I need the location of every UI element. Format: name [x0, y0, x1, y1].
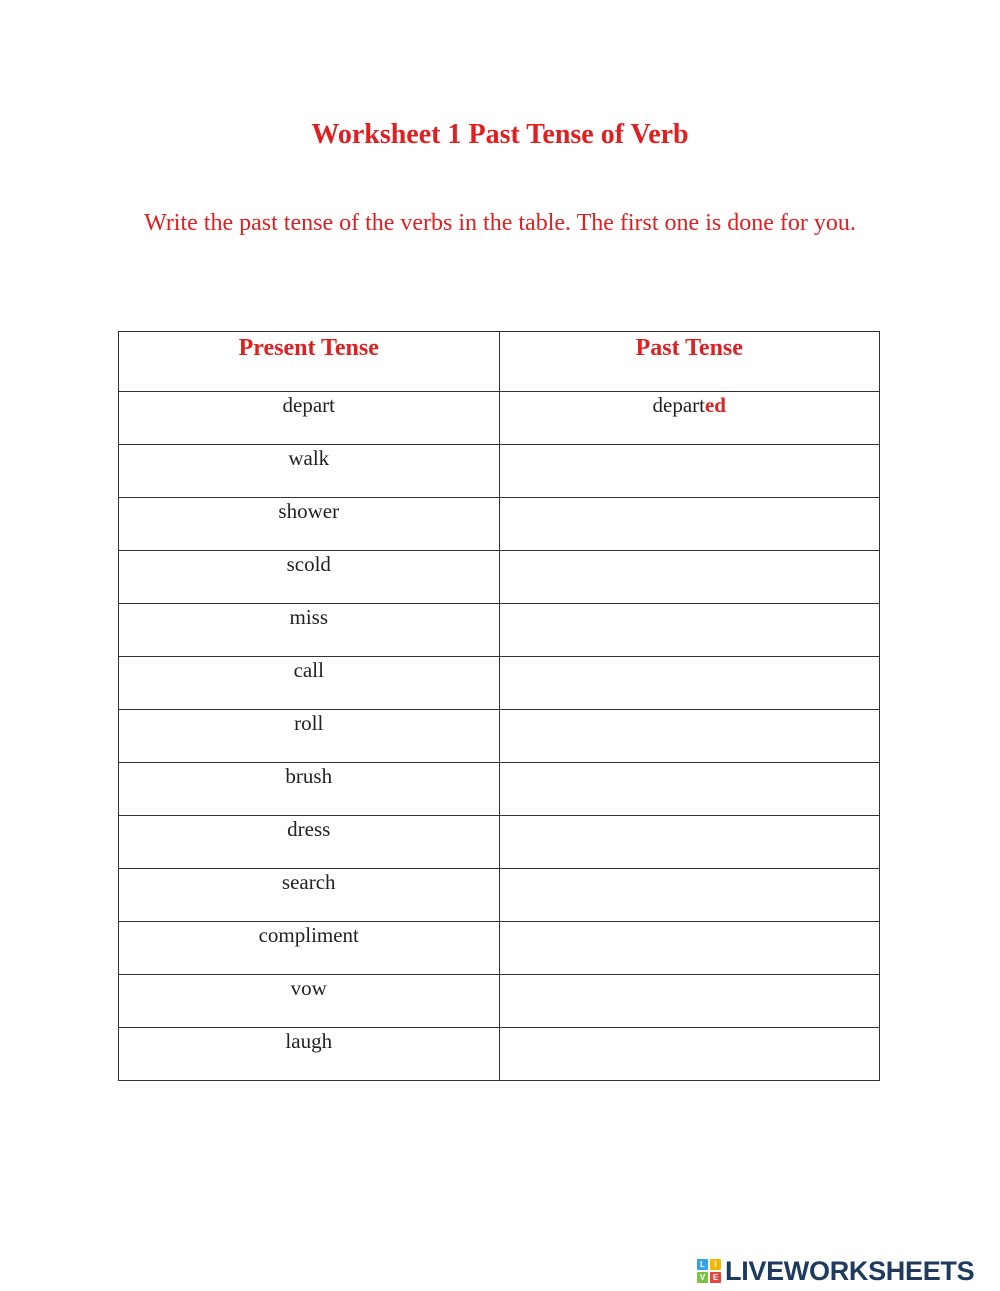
- present-cell: depart: [119, 392, 500, 445]
- present-cell: vow: [119, 975, 500, 1028]
- present-cell: dress: [119, 816, 500, 869]
- table-row-example: [119, 392, 880, 445]
- past-answer-cell[interactable]: [499, 710, 880, 763]
- present-cell: walk: [119, 445, 500, 498]
- logo-letter-tile: L: [697, 1259, 708, 1270]
- table-row: [119, 498, 880, 551]
- logo-text: LIVEWORKSHEETS: [725, 1256, 975, 1286]
- past-answer-cell[interactable]: [499, 816, 880, 869]
- present-cell: laugh: [119, 1028, 500, 1081]
- table-row: [119, 551, 880, 604]
- past-answer-cell[interactable]: [499, 551, 880, 604]
- past-answer-cell[interactable]: [499, 922, 880, 975]
- logo-mark-icon: [697, 1259, 721, 1283]
- present-cell: call: [119, 657, 500, 710]
- worksheet-title: Worksheet 1 Past Tense of Verb: [311, 119, 689, 150]
- table-row: [119, 763, 880, 816]
- table-row: [119, 710, 880, 763]
- present-cell: scold: [119, 551, 500, 604]
- present-cell: brush: [119, 763, 500, 816]
- table-header-row: [119, 332, 880, 392]
- worksheet-instructions: Write the past tense of the verbs in the table. The first one is done for you.: [144, 210, 856, 236]
- past-answer-cell[interactable]: [499, 975, 880, 1028]
- past-cell-example: [499, 392, 880, 445]
- table-row: [119, 922, 880, 975]
- table-row: [119, 975, 880, 1028]
- past-answer-cell[interactable]: [499, 1028, 880, 1081]
- liveworksheets-logo: [697, 1256, 974, 1286]
- present-cell: search: [119, 869, 500, 922]
- table-row: [119, 869, 880, 922]
- past-answer-cell[interactable]: [499, 445, 880, 498]
- past-answer-cell[interactable]: [499, 498, 880, 551]
- past-suffix: ed: [704, 393, 726, 417]
- table-row: [119, 657, 880, 710]
- past-stem: depart: [652, 393, 705, 417]
- past-answer-cell[interactable]: [499, 604, 880, 657]
- present-cell: shower: [119, 498, 500, 551]
- past-answer-cell[interactable]: [499, 763, 880, 816]
- logo-letter-tile: E: [710, 1272, 721, 1283]
- table-row: [119, 1028, 880, 1081]
- verb-table: [118, 331, 880, 1081]
- past-answer-cell[interactable]: [499, 869, 880, 922]
- past-answer-cell[interactable]: [499, 657, 880, 710]
- logo-letter-tile: I: [710, 1259, 721, 1270]
- header-past-tense: Past Tense: [499, 332, 880, 392]
- present-cell: miss: [119, 604, 500, 657]
- table-row: [119, 604, 880, 657]
- table-row: [119, 816, 880, 869]
- present-cell: compliment: [119, 922, 500, 975]
- table-row: [119, 445, 880, 498]
- logo-letter-tile: V: [697, 1272, 708, 1283]
- header-present-tense: Present Tense: [119, 332, 500, 392]
- present-cell: roll: [119, 710, 500, 763]
